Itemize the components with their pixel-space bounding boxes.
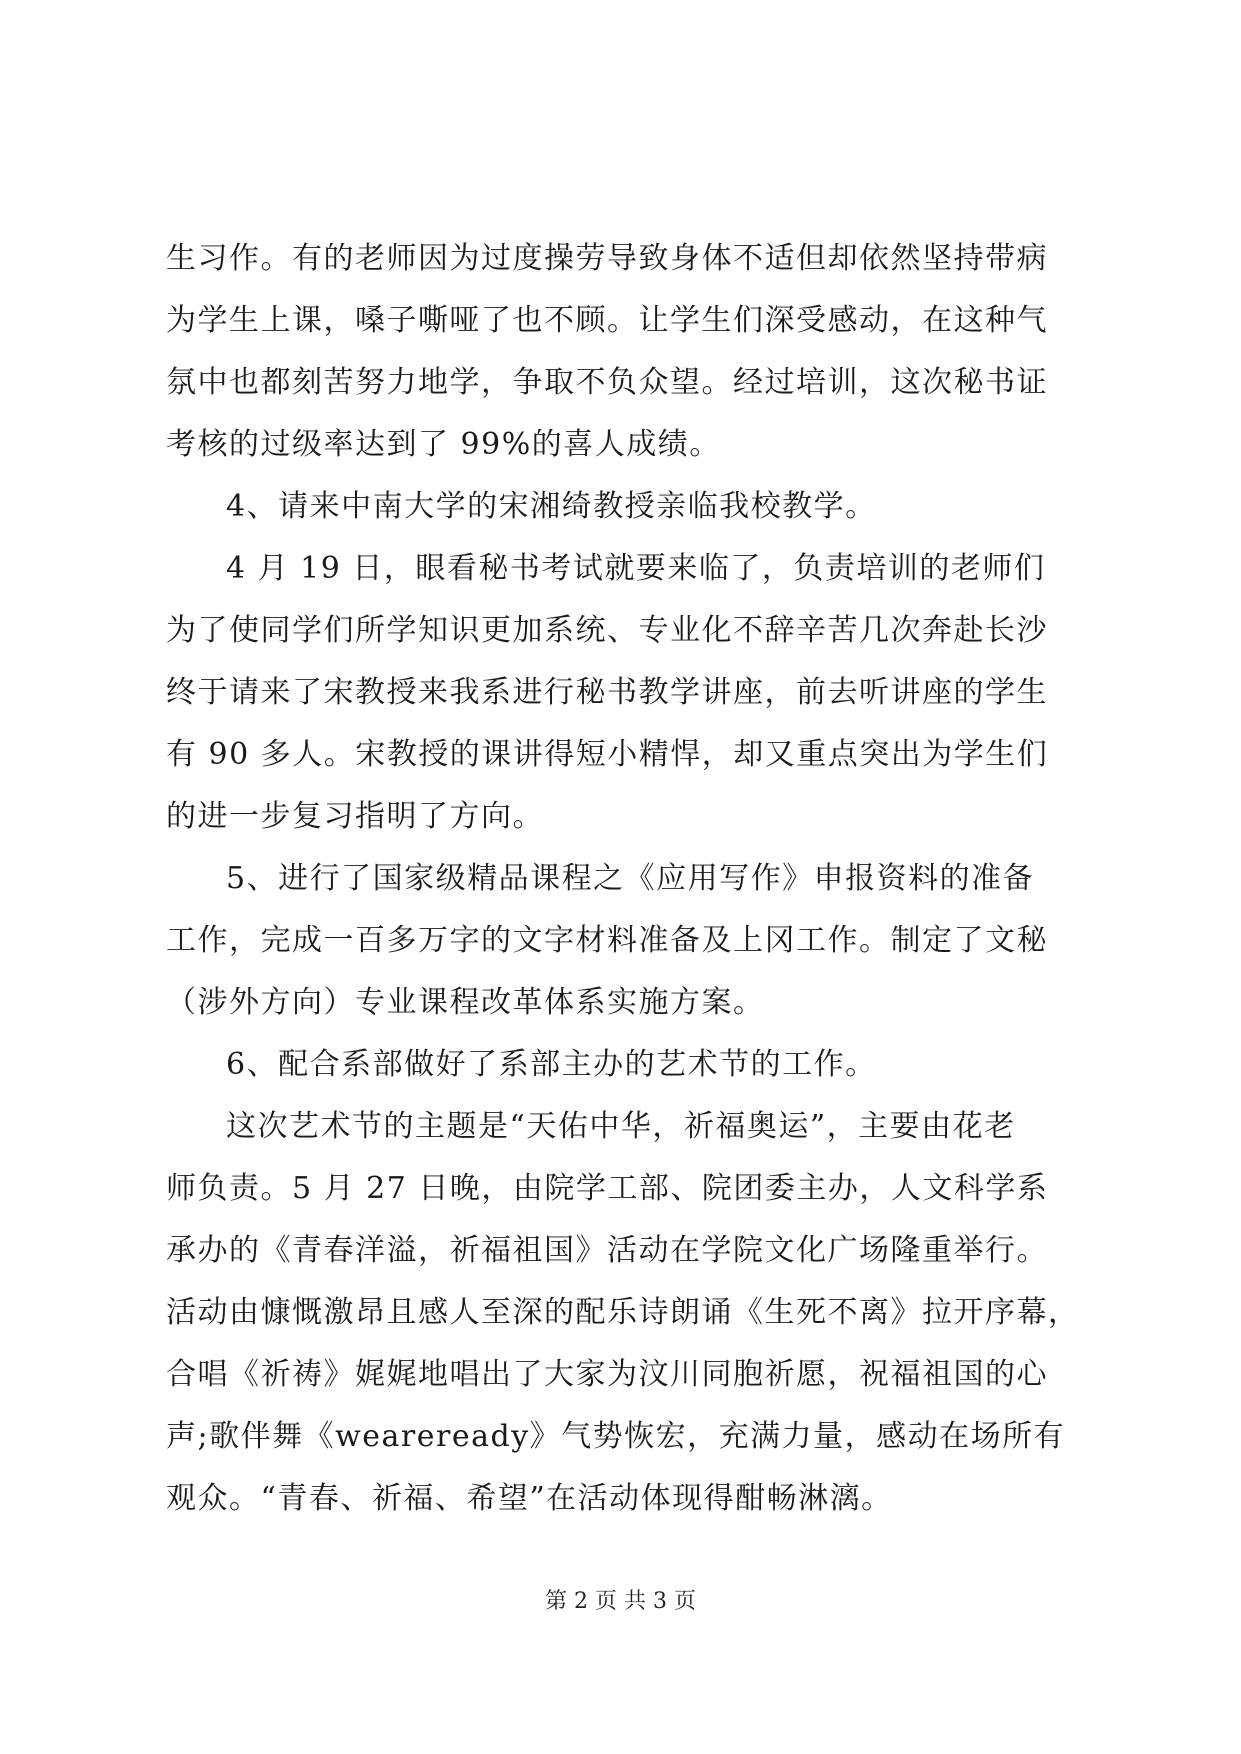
page-number-footer: 第 2 页 共 3 页 bbox=[545, 1589, 696, 1614]
text-line: 的进一步复习指明了方向。 bbox=[166, 799, 544, 834]
text-line: 这次艺术节的主题是“天佑中华，祈福奥运”，主要由花老 bbox=[226, 1109, 1016, 1144]
section-heading-4: 4、请来中南大学的宋湘绮教授亲临我校教学。 bbox=[226, 489, 877, 524]
text-line: 活动由慷慨激昂且感人至深的配乐诗朗诵《生死不离》拉开序幕， bbox=[166, 1295, 1080, 1330]
text-line: 合唱《祈祷》娓娓地唱出了大家为汶川同胞祈愿，祝福祖国的心 bbox=[166, 1357, 1048, 1392]
text-line: 师负责。5 月 27 日晚，由院学工部、院团委主办，人文科学系 bbox=[166, 1171, 1049, 1206]
text-line: 终于请来了宋教授来我系进行秘书教学讲座，前去听讲座的学生 bbox=[166, 675, 1048, 710]
text-line: 声;歌伴舞《weareready》气势恢宏，充满力量，感动在场所有 bbox=[166, 1419, 1066, 1454]
text-line: （涉外方向）专业课程改革体系实施方案。 bbox=[166, 985, 765, 1020]
text-line: 观众。“青春、祈福、希望”在活动体现得酣畅淋漓。 bbox=[166, 1481, 893, 1516]
text-line: 工作，完成一百多万字的文字材料准备及上冈工作。制定了文秘 bbox=[166, 923, 1048, 958]
text-line: 4 月 19 日，眼看秘书考试就要来临了，负责培训的老师们 bbox=[226, 551, 1046, 586]
text-line: 为了使同学们所学知识更加系统、专业化不辞辛苦几次奔赴长沙 bbox=[166, 613, 1048, 648]
text-line: 氛中也都刻苦努力地学，争取不负众望。经过培训，这次秘书证 bbox=[166, 365, 1048, 400]
text-line: 有 90 多人。宋教授的课讲得短小精悍，却又重点突出为学生们 bbox=[166, 737, 1049, 772]
section-heading-5: 5、进行了国家级精品课程之《应用写作》申报资料的准备 bbox=[226, 861, 1035, 896]
body-text bbox=[166, 228, 1086, 1530]
text-line: 为学生上课，嗓子嘶哑了也不顾。让学生们深受感动，在这种气 bbox=[166, 303, 1048, 338]
text-line: 承办的《青春洋溢，祈福祖国》活动在学院文化广场隆重举行。 bbox=[166, 1233, 1048, 1268]
text-line: 考核的过级率达到了 99%的喜人成绩。 bbox=[166, 427, 721, 462]
section-heading-6: 6、配合系部做好了系部主办的艺术节的工作。 bbox=[226, 1047, 877, 1082]
text-line: 生习作。有的老师因为过度操劳导致身体不适但却依然坚持带病 bbox=[166, 241, 1048, 276]
